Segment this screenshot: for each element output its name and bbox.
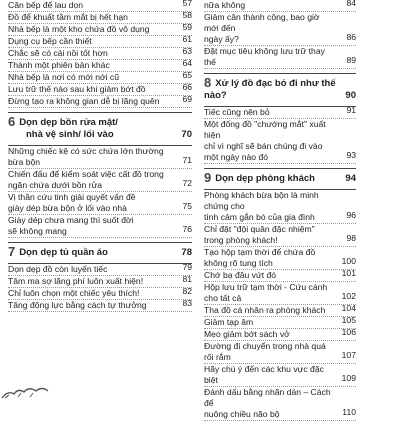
toc-entry [204, 282, 356, 305]
entry-title-line: Giày dép chưa mang thì suốt đời [8, 215, 134, 225]
entry-title-line: Mẹo giảm bớt sách vở [204, 329, 290, 339]
page-number: 75 [182, 201, 192, 211]
page-number: 83 [182, 298, 192, 308]
page-number: 106 [341, 327, 356, 337]
entry-title-line: Hãy chú ý đến các khu vực đặc biệt [204, 364, 324, 385]
page-number: 65 [182, 70, 192, 80]
toc-entry [8, 60, 192, 72]
page-number: 81 [182, 274, 192, 284]
page-number: 102 [341, 291, 356, 301]
toc-entry [8, 215, 192, 238]
entry-title-line: chỉ vì nghĩ sẽ bán chúng đi vào [204, 141, 323, 151]
toc-entry [8, 300, 192, 312]
entry-title-line: Đường đi chuyển trong nhà quá rối rắm [204, 341, 326, 362]
toc-section-heading [8, 242, 192, 264]
section-title-line: Xử lý đồ đạc bỏ đi như thế nào? [204, 78, 336, 101]
page-number: 105 [341, 315, 356, 325]
page-number: 66 [182, 82, 192, 92]
entry-title-line: Lưu trữ thế nào sau khi giảm bớt đồ [8, 84, 146, 94]
section-number: 6 [8, 114, 16, 129]
page-number: 89 [346, 55, 356, 65]
page-number: 59 [182, 22, 192, 32]
toc-entry [8, 276, 192, 288]
toc-entry [204, 387, 356, 421]
entry-title-line: Tạo hộp tạm thời để chứa đồ [204, 247, 316, 257]
entry-title-line: Thành một phiên bản khác [8, 60, 110, 70]
page-number: 70 [181, 129, 192, 140]
toc-entry [204, 190, 356, 224]
page-number: 98 [346, 233, 356, 243]
page-number: 79 [182, 262, 192, 272]
toc-entry [204, 270, 356, 282]
page-number: 90 [345, 90, 356, 101]
toc-section-heading [204, 168, 356, 190]
page-number: 101 [341, 268, 356, 278]
entry-title-line: Phòng khách bừa bộn là minh chứng cho [204, 190, 319, 211]
entry-title-line: Căn bếp để lau dọn [8, 0, 84, 10]
section-title-line: Dọn dẹp bồn rửa mặt/ [19, 117, 118, 128]
entry-title-line: giày dép bừa bộn ở lối vào nhà [8, 203, 127, 213]
entry-title-line: Chiến đấu để kiểm soát việc cất đồ trong [8, 169, 164, 179]
page-number: 96 [346, 210, 356, 220]
toc-entry [204, 0, 356, 12]
entry-title-line: Đừng tạo ra không gian dễ bị lãng quên [8, 96, 160, 106]
page-number: 69 [182, 94, 192, 104]
toc-section-heading [204, 73, 356, 107]
entry-title-line: bừa bộn [8, 157, 41, 167]
entry-title-line: Đặt mục tiêu không lưu trữ thay thế [204, 46, 325, 67]
section-number: 7 [8, 244, 16, 259]
toc-entry [8, 48, 192, 60]
toc-entry [8, 0, 192, 12]
toc-entry [204, 46, 356, 69]
entry-title-line: trong phòng khách! [204, 235, 278, 245]
page-number: 109 [341, 373, 356, 383]
entry-title-line: nuông chiều não bộ [204, 409, 280, 419]
toc-entry [8, 264, 192, 276]
section-number: 9 [204, 170, 212, 185]
toc-entry [8, 96, 192, 108]
section-title-line: nhà vệ sinh/ lối vào [26, 129, 114, 140]
entry-title-line: Tiếc cũng nên bỏ [204, 107, 270, 117]
entry-title-line: Chỉ luôn chọn một chiếc yêu thích! [8, 288, 140, 298]
toc-entry [8, 36, 192, 48]
toc-entry [8, 288, 192, 300]
page-number: 78 [181, 247, 192, 258]
section-title-line: Dọn dẹp phòng khách [215, 173, 315, 184]
toc-entry [204, 364, 356, 387]
toc-section-heading [8, 112, 192, 146]
entry-title-line: ngăn chứa dưới bồn rửa [8, 180, 103, 190]
page-number: 63 [182, 46, 192, 56]
entry-title-line: sẽ không mang [8, 226, 67, 236]
toc-entry [204, 329, 356, 341]
entry-title-line: Tâm ma sợ lãng phí luôn xuất hiện! [8, 276, 144, 286]
page-number: 110 [342, 407, 356, 417]
page-number: 58 [182, 10, 192, 20]
page-number: 86 [346, 32, 356, 42]
section-number: 8 [204, 75, 212, 90]
hand-drawn-doodle [0, 378, 60, 400]
entry-title-line: Dụng cụ bếp cần thiết [8, 36, 92, 46]
page-number: 61 [182, 34, 192, 44]
entry-title-line: tình cảm gắn bó của gia đình [204, 212, 315, 222]
toc-entry [8, 192, 192, 215]
toc-entry [204, 341, 356, 364]
entry-title-line: ngày ấy? [204, 34, 239, 44]
toc-entry [204, 12, 356, 46]
entry-title-line: Chắc sẽ có cái nồi tốt hơn [8, 48, 108, 58]
entry-title-line: Nhà bếp là nơi có mới nới cũ [8, 72, 120, 82]
toc-entry [8, 169, 192, 192]
entry-title-line: Vị thần cứu tinh giải quyết vấn đề [8, 192, 136, 202]
entry-title-line: Nhà bếp là một kho chứa đồ vô dụng [8, 24, 150, 34]
entry-title-line: Những chiếc kệ có sức chứa lớn thường [8, 146, 164, 156]
entry-title-line: cho tất cả [204, 293, 242, 303]
page-number: 107 [341, 350, 356, 360]
toc-entry [204, 119, 356, 164]
toc-entry [8, 12, 192, 24]
toc-entry [204, 317, 356, 329]
page-number: 94 [345, 173, 356, 184]
toc-entry [204, 305, 356, 317]
entry-title-line: một ngày nào đó [204, 152, 269, 162]
toc-entry [8, 24, 192, 36]
entry-title-line: Dọn dẹp đồ còn luyến tiếc [8, 264, 108, 274]
page-number: 71 [182, 155, 192, 165]
entry-title-line: Tha đồ cá nhân ra phòng khách [204, 305, 326, 315]
toc-entry [204, 224, 356, 247]
page-number: 57 [182, 0, 192, 8]
entry-title-line: nữa không [204, 0, 246, 10]
page-number: 64 [182, 58, 192, 68]
entry-title-line: Hộp lưu trữ tạm thời - Cứu cánh [204, 282, 328, 292]
page-number: 91 [346, 105, 356, 115]
toc-left-column [8, 0, 192, 312]
entry-title-line: không rõ tung tích [204, 258, 273, 268]
section-title-line: Dọn dẹp tủ quần áo [19, 247, 108, 258]
entry-title-line: Giảm tạp âm [204, 317, 254, 327]
entry-title-line: Đồ để khuất tầm mắt bị hết hạn [8, 12, 128, 22]
entry-title-line: Một đống đồ "chướng mắt" xuất hiện [204, 119, 326, 140]
toc-entry [204, 107, 356, 119]
page-number: 76 [182, 224, 192, 234]
page-number: 84 [346, 0, 356, 8]
toc-entry [204, 247, 356, 270]
entry-title-line: Chỉ đặt "đội quân đặc nhiệm" [204, 224, 315, 234]
page-number: 104 [341, 303, 356, 313]
page-number: 72 [182, 178, 192, 188]
page-number: 100 [341, 256, 356, 266]
entry-title-line: Chớ bạ đâu vứt đó [204, 270, 277, 280]
toc-entry [8, 146, 192, 169]
entry-title-line: Đánh dấu bằng nhãn dán – Cách để [204, 387, 331, 408]
entry-title-line: Tăng động lực bằng cách tự thưởng [8, 300, 147, 310]
toc-right-column [204, 0, 356, 421]
entry-title-line: Giảm cân thành công, bao giờ mới đến [204, 12, 320, 33]
toc-entry [8, 84, 192, 96]
page-number: 82 [182, 286, 192, 296]
page-number: 93 [346, 150, 356, 160]
toc-entry [8, 72, 192, 84]
